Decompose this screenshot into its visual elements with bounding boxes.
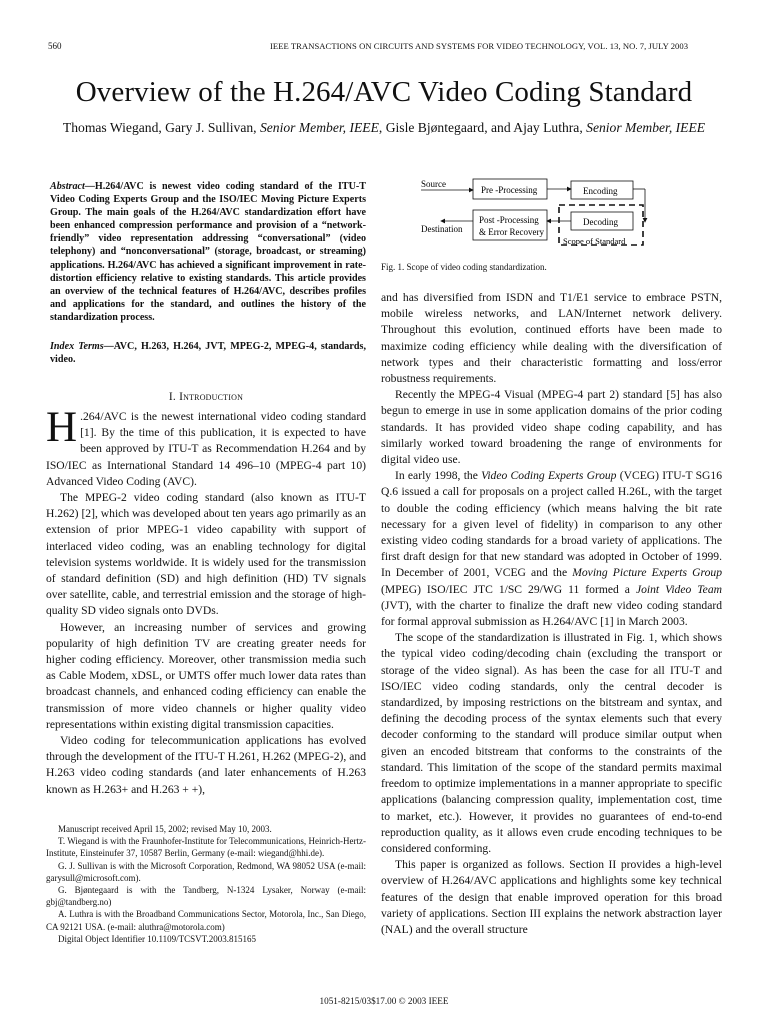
footnote-wiegand: T. Wiegand is with the Fraunhofer-Institute for Telecommunications, Heinrich-Hertz-Institute, Einsteinufer 37, 10587 Berlin, Germany (e-mail: wiegand@hhi.de). (46, 836, 366, 859)
right-paragraph-3 (381, 468, 722, 630)
running-header: IEEE TRANSACTIONS ON CIRCUITS AND SYSTEMS FOR VIDEO TECHNOLOGY, VOL. 13, NO. 7, JULY 2003 (270, 41, 689, 51)
author-names-2: , Gisle Bjøntegaard, and Ajay Luthra (378, 120, 580, 135)
source-label: Source (421, 179, 446, 189)
vceg-term: Video Coding Experts Group (481, 469, 617, 483)
p3-part-d: (JVT), with the charter to finalize the draft new video coding standard for formal approval submission as H.264/AVC [1] in March 2003. (381, 598, 722, 629)
scope-of-standard-label: Scope of Standard (563, 236, 626, 246)
section-title: Introduction (179, 391, 244, 403)
section-number: I. (168, 391, 176, 403)
drop-cap: H (46, 404, 78, 451)
post-processing-label-2: & Error Recovery (479, 227, 544, 237)
author-role-2: Senior Member, IEEE (586, 120, 706, 135)
copyright-line: 1051-8215/03$17.00 © 2003 IEEE (319, 996, 449, 1006)
section-heading (46, 391, 366, 403)
index-terms (50, 340, 366, 366)
pre-processing-label: Pre -Processing (481, 185, 538, 195)
post-processing-label-1: Post -Processing (479, 215, 539, 225)
index-terms-lead: Index Terms (50, 341, 104, 352)
intro-paragraph-2: The MPEG-2 video coding standard (also known as ITU-T H.262) [2], which was developed about ten years ago primarily as an extension of prior MPEG-1 video capability with support of interlaced video coding, was an enabling technology for digital television systems worldwide. It is widely used for the transmission of standard definition (SD) and high definition (HD) TV signals over satellite, cable, and terrestrial emission and the storage of high-quality SD video signals onto DVDs. (46, 491, 366, 618)
destination-label: Destination (421, 224, 463, 234)
abstract-lead: Abstract (50, 181, 85, 192)
p3-part-b: (VCEG) ITU-T SG16 Q.6 issued a call for proposals on a project called H.26L, with the target to double the coding efficiency (which means halving the bit rate necessary for a given level of fidelity) in comparison to any other existing video coding standards for a broad variety of applications. The first draft design for that new standard was adopted in October of 1999. In December of 2001, VCEG and the (381, 469, 722, 580)
intro-paragraph-1 (46, 404, 366, 490)
p3-part-c: (MPEG) ISO/IEC JTC 1/SC 29/WG 11 formed a (381, 582, 636, 596)
mpeg-term: Moving Picture Experts Group (572, 566, 722, 580)
right-paragraph-5: This paper is organized as follows. Section II provides a high-level overview of H.264/AVC applications and highlights some key technical features of the design that enable improved operation for this broad variety of applications. Section III explains the network abstraction layer (NAL) and the overall structure (381, 858, 722, 936)
right-paragraph-1: and has diversified from ISDN and T1/E1 service to embrace PSTN, mobile wireless networks, and LAN/Internet network delivery. Throughout this evolution, continued efforts have been made to maximize coding efficiency while dealing with the diversification of network types and their characteristic formatting and loss/error robustness requirements. (381, 291, 722, 386)
page-number: 560 (48, 41, 62, 51)
intro-paragraph-3: However, an increasing number of services and growing popularity of high definition TV are creating greater needs for higher coding efficiency. Moreover, other transmission media such as Cable Modem, xDSL, or UMTS offer much lower data rates than broadcast channels, and enhanced coding efficiency can enable the transmission of more video channels or higher quality video representations within existing digital transmission capacities. (46, 620, 366, 731)
author-line (0, 120, 768, 136)
footnote-bjontegaard: G. Bjøntegaard is with the Tandberg, N-1324 Lysaker, Norway (e-mail: gbj@tandberg.no) (46, 885, 366, 908)
abstract (50, 180, 366, 324)
figure-1-caption: Fig. 1. Scope of video coding standardization. (381, 262, 547, 272)
footnote-doi: Digital Object Identifier 10.1109/TCSVT.2003.815165 (58, 933, 256, 944)
author-separator: , (579, 120, 587, 135)
author-names-1: Thomas Wiegand, Gary J. Sullivan, (62, 120, 260, 135)
paper-title: Overview of the H.264/AVC Video Coding Standard (75, 76, 693, 108)
intro-block (46, 404, 366, 798)
decoding-label: Decoding (583, 217, 618, 227)
footnote-manuscript: Manuscript received April 15, 2002; revised May 10, 2003. (58, 824, 272, 834)
right-paragraph-2: Recently the MPEG-4 Visual (MPEG-4 part 2) standard [5] has also begun to emerge in use in some application domains of the prior coding standards. It has provided video shape coding capability, and has similarly worked toward broadening the range of environments for digital video use. (381, 388, 722, 467)
right-paragraph-4: The scope of the standardization is illustrated in Fig. 1, which shows the typical video coding/decoding chain (excluding the transport or storage of the video signal). As has been the case for all ITU-T and ISO/IEC video coding standards, only the central decoder is standardized, by imposing restrictions on the bitstream and syntax, and defining the decoding process of the syntax elements such that every decoder conforming to the standard will produce similar output when given an encoded bitstream that conforms to the constraints of the standard. This limitation of the scope of the standard permits maximal freedom to optimize implementations in a manner appropriate to specific applications (balancing compression quality, implementation cost, time to market, etc.). However, it provides no guarantees of end-to-end reproduction quality, as it allows even crude encoding techniques to be considered conforming. (381, 631, 722, 855)
intro-paragraph-4: Video coding for telecommunication applications has evolved through the development of the ITU-T H.261, H.262 (MPEG-2), and H.263 video coding standards (and later enhancements of H.263 known as H.263+ and H.263 + +), (46, 734, 366, 796)
index-terms-text: —AVC, H.263, H.264, JVT, MPEG-2, MPEG-4, standards, video. (50, 341, 366, 366)
intro-paragraph-1-text: .264/AVC is the newest international video coding standard [1]. By the time of this publication, it is expected to have been approved by ITU-T as Recommendation H.264 and by ISO/IEC as International Standard 14 496–10 (MPEG-4 part 10) Advanced Video Coding (AVC). (46, 410, 366, 488)
author-role-1: Senior Member, IEEE (259, 120, 379, 135)
right-column-text (381, 290, 722, 938)
p3-part-a: In early 1998, the (395, 469, 482, 483)
footnotes (46, 823, 366, 945)
footnote-luthra: A. Luthra is with the Broadband Communications Sector, Motorola, Inc., San Diego, CA 92121 USA. (e-mail: aluthra@motorola.com) (46, 909, 366, 932)
abstract-text: —H.264/AVC is newest video coding standard of the ITU-T Video Coding Experts Group and the ISO/IEC Moving Picture Experts Group. The main goals of the H.264/AVC standardization effort have been enhanced compression performance and provision of a “network-friendly” video representation addressing “conversational” (video telephony) and “nonconversational” (storage, broadcast, or streaming) applications. H.264/AVC has achieved a significant improvement in rate-distortion efficiency relative to existing standards. This article provides an overview of the technical features of H.264/AVC, describes profiles and applications for the standard, and outlines the history of the standardization process. (50, 181, 366, 323)
footnote-sullivan: G. J. Sullivan is with the Microsoft Corporation, Redmond, WA 98052 USA (e-mail: garysull@microsoft.com). (46, 860, 366, 883)
figure-1-diagram (381, 172, 722, 252)
encoding-label: Encoding (583, 186, 618, 196)
jvt-term: Joint Video Team (635, 582, 722, 596)
